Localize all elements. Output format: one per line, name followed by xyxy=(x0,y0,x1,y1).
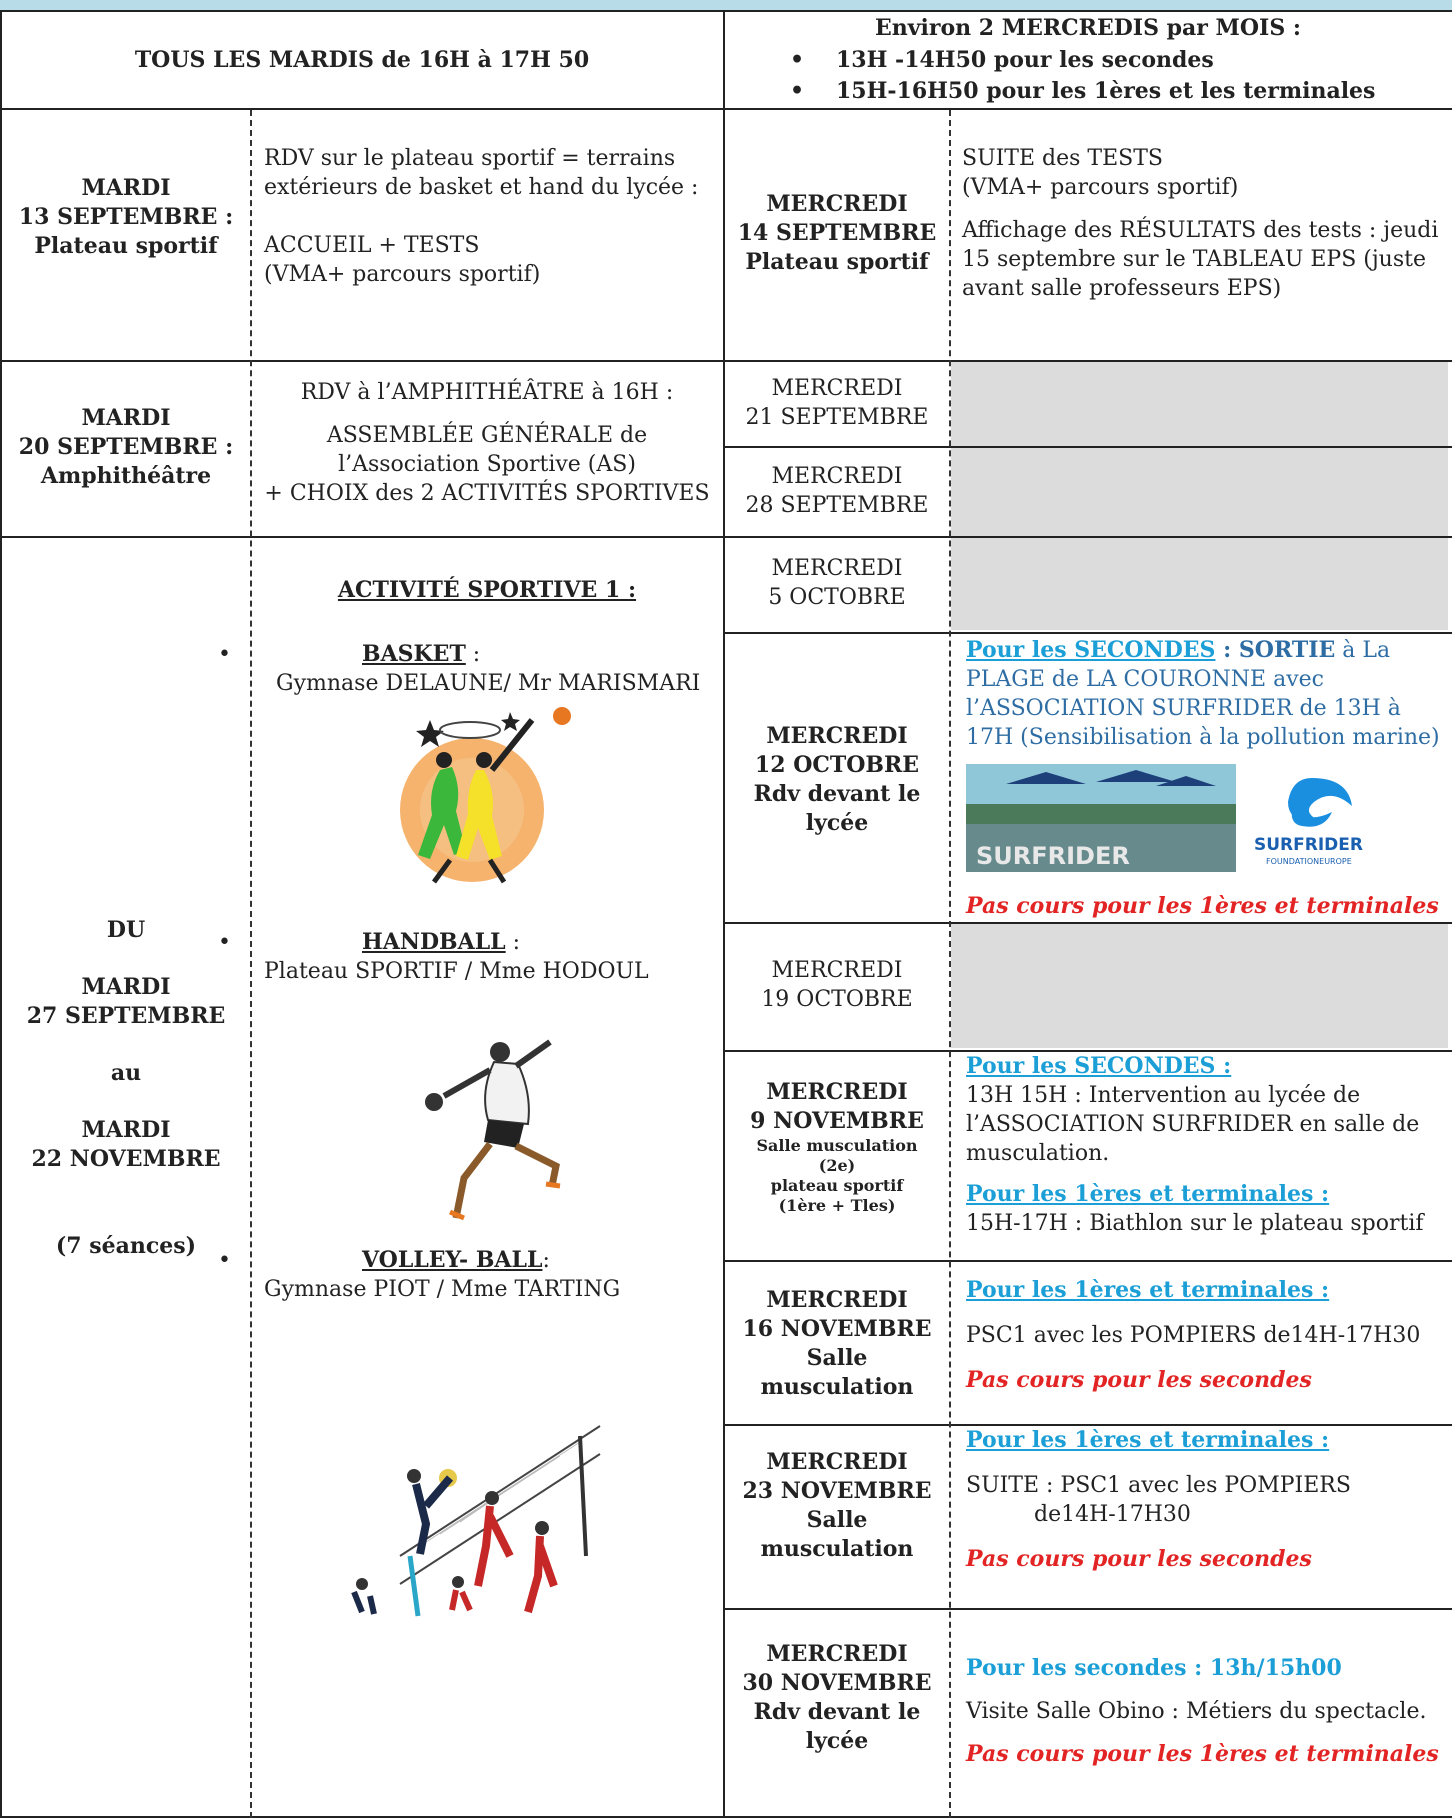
date-wednesday-21sep: MERCREDI 21 SEPTEMBRE xyxy=(745,376,929,430)
date-tuesday-13sep: MARDI 13 SEPTEMBRE : Plateau sportif xyxy=(18,175,234,259)
handball-block: • HANDBALL : Plateau SPORTIF / Mme HODOUL xyxy=(264,928,720,986)
nov16-description: Pour les 1ères et terminales : PSC1 avec les POMPIERS de14H-17H30 Pas cours pour les secondes xyxy=(966,1277,1421,1393)
oct12-no-class-note: Pas cours pour les 1ères et terminales xyxy=(966,893,1439,919)
surfrider-group-photo xyxy=(966,764,1236,872)
date-wednesday-5oct: MERCREDI 5 OCTOBRE xyxy=(768,556,906,610)
date-wednesday-14sep: MERCREDI 14 SEPTEMBRE Plateau sportif xyxy=(737,191,937,275)
date-tuesday-20sep: MARDI 20 SEPTEMBRE : Amphithéâtre xyxy=(18,405,234,489)
date-wednesday-28sep: MERCREDI 28 SEPTEMBRE xyxy=(745,464,929,518)
handball-player-image xyxy=(410,1036,580,1221)
r1-wed-description: SUITE des TESTS (VMA+ parcours sportif) Affichage des RÉSULTATS des tests : jeudi 15 septembre sur le TABLEAU EPS (juste avant salle professeurs EPS) xyxy=(962,146,1439,301)
r2-description: RDV à l’AMPHITHÉÂTRE à 16H : ASSEMBLÉE GÉNÉRALE de l’Association Sportive (AS) + CHOIX des 2 ACTIVITÉS SPORTIVES xyxy=(264,380,710,506)
volleyball-players-image xyxy=(340,1406,622,1626)
header-wed-item-1: • 13H -14H50 pour les secondes xyxy=(836,46,1436,75)
svg-text:SURFRIDER: SURFRIDER xyxy=(976,842,1130,870)
basket-block: • BASKET : Gymnase DELAUNE/ Mr MARISMARI xyxy=(264,640,720,698)
empty-cell xyxy=(951,538,1448,630)
date-wednesday-9nov: MERCREDI 9 NOVEMBRE Salle musculation (2e) plateau sportif (1ère + Tles) xyxy=(750,1079,924,1215)
nov9-description: Pour les SECONDES : 13H 15H : Intervention au lycée de l’ASSOCIATION SURFRIDER en salle de musculation. Pour les 1ères et terminales : 15H-17H : Biathlon sur le plateau sportif xyxy=(966,1053,1424,1236)
date-wednesday-16nov: MERCREDI 16 NOVEMBRE Salle musculation xyxy=(742,1287,932,1400)
empty-cell xyxy=(951,362,1448,446)
surfrider-logo xyxy=(1252,770,1372,870)
oct12-description: Pour les SECONDES : SORTIE à La PLAGE de LA COURONNE avec l’ASSOCIATION SURFRIDER de 13H à 17H (Sensibilisation à la pollution marine) xyxy=(966,637,1440,750)
r1-description: RDV sur le plateau sportif = terrains extérieurs de basket et hand du lycée : ACCUEIL + TESTS (VMA+ parcours sportif) xyxy=(264,146,699,287)
activity-title: ACTIVITÉ SPORTIVE 1 : xyxy=(337,577,637,603)
basketball-players-image xyxy=(380,700,580,895)
date-wednesday-30nov: MERCREDI 30 NOVEMBRE Rdv devant le lycée xyxy=(742,1641,932,1754)
empty-cell xyxy=(951,448,1448,536)
header-wed-item-2: • 15H-16H50 pour les 1ères et les terminales xyxy=(836,77,1436,106)
nov23-description: Pour les 1ères et terminales : SUITE : PSC1 avec les POMPIERS de14H-17H30 Pas cours pour les secondes xyxy=(966,1427,1351,1572)
date-range-tuesdays: DU MARDI 27 SEPTEMBRE au MARDI 22 NOVEMBRE (7 séances) xyxy=(26,917,226,1259)
svg-text:SURFRIDER: SURFRIDER xyxy=(1254,835,1363,855)
date-wednesday-19oct: MERCREDI 19 OCTOBRE xyxy=(761,958,913,1012)
header-tuesdays: TOUS LES MARDIS de 16H à 17H 50 xyxy=(134,47,590,73)
header-wednesdays-title: Environ 2 MERCREDIS par MOIS : xyxy=(874,15,1302,41)
empty-cell xyxy=(951,924,1448,1048)
date-wednesday-12oct: MERCREDI 12 OCTOBRE Rdv devant le lycée xyxy=(753,723,921,836)
nov30-description: Pour les secondes : 13h/15h00 Visite Salle Obino : Métiers du spectacle. Pas cours pour les 1ères et terminales xyxy=(966,1655,1439,1767)
svg-text:FOUNDATIONEUROPE: FOUNDATIONEUROPE xyxy=(1266,857,1352,866)
date-wednesday-23nov: MERCREDI 23 NOVEMBRE Salle musculation xyxy=(742,1449,932,1562)
volleyball-block: • VOLLEY- BALL: Gymnase PIOT / Mme TARTING xyxy=(264,1246,720,1304)
